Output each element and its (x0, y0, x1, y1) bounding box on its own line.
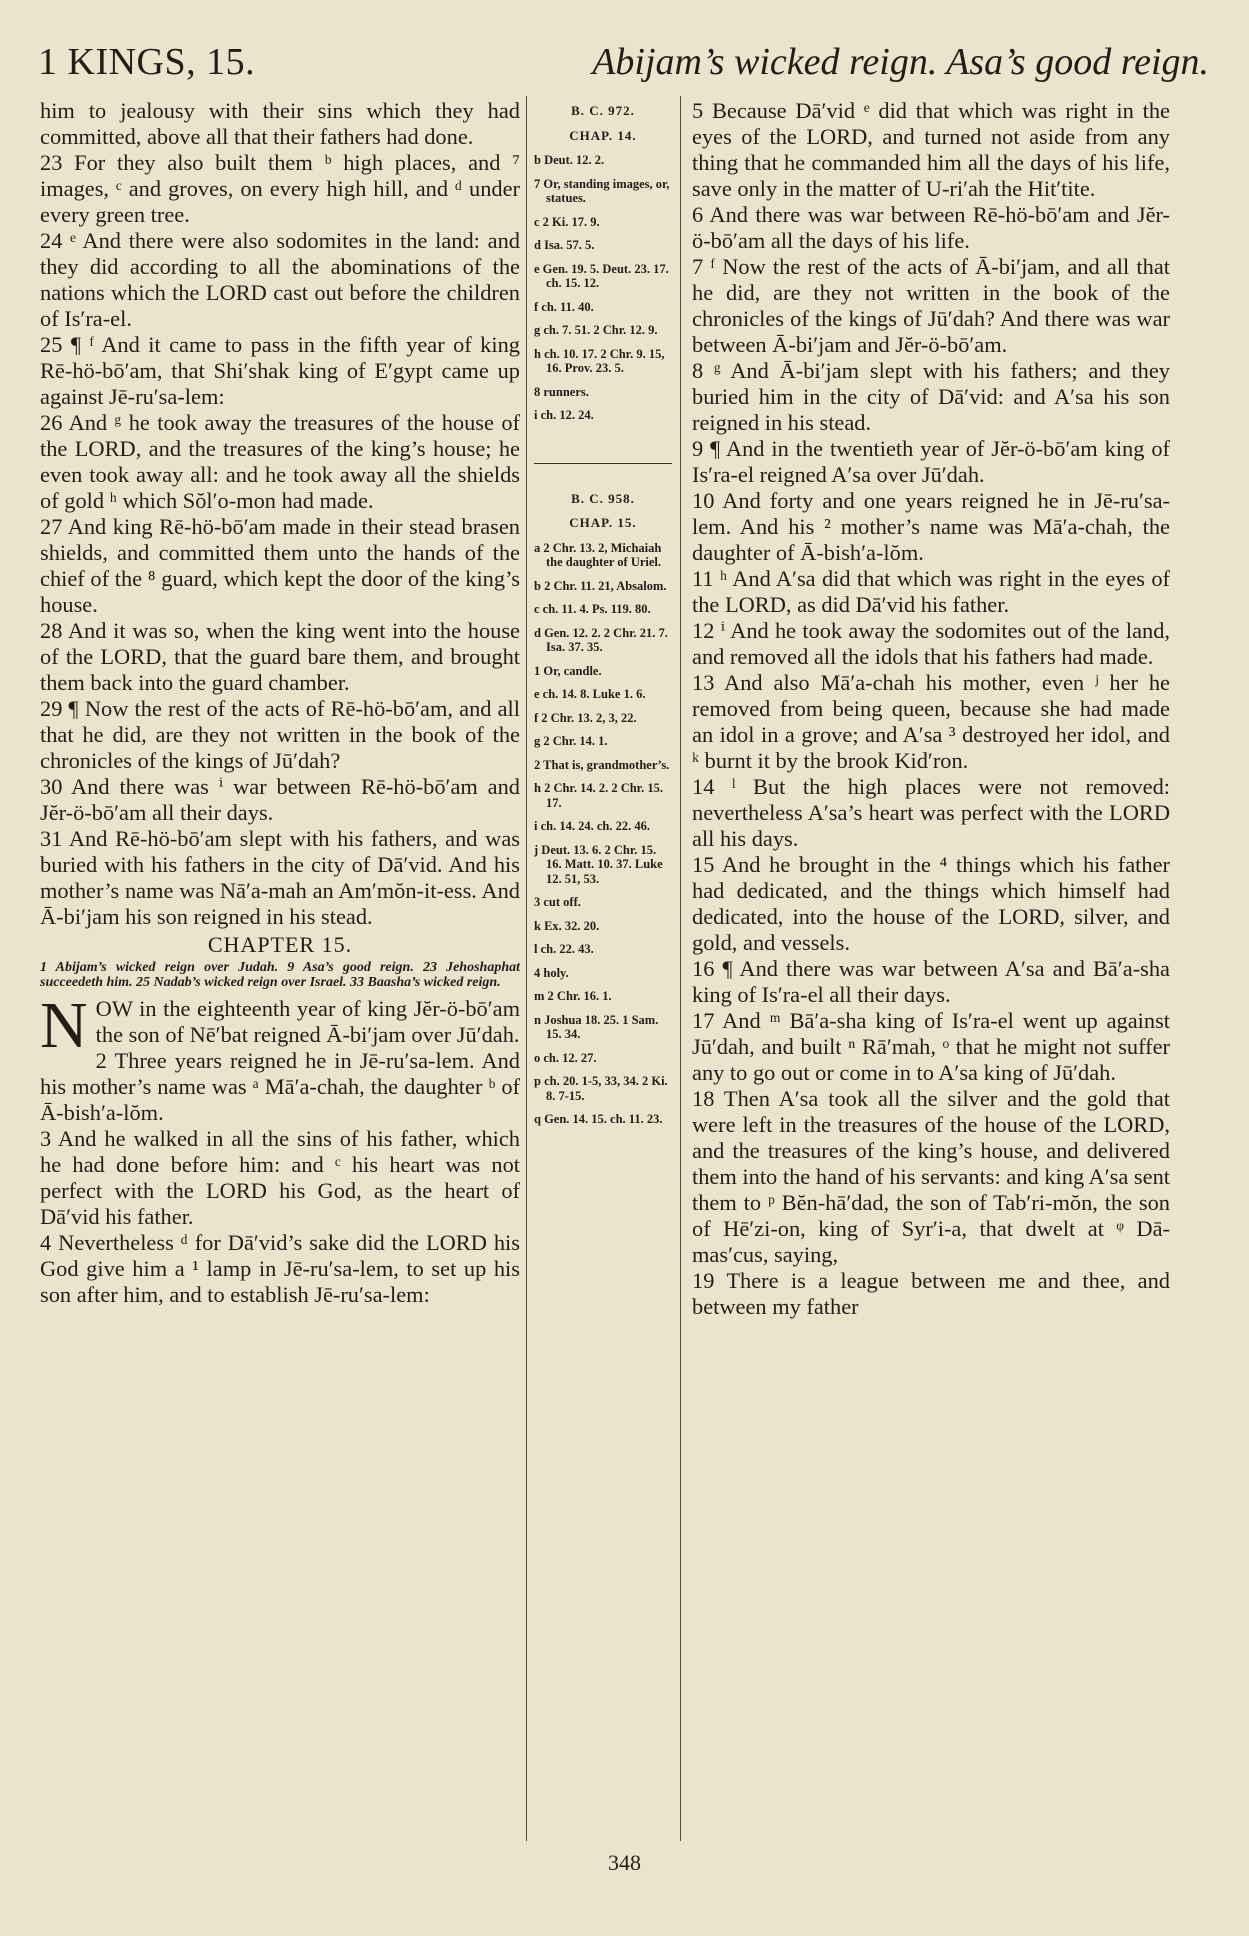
margin-reference: h ch. 10. 17. 2 Chr. 9. 15, 16. Prov. 23. 5. (534, 346, 665, 375)
verse-paragraph: 13 And also Mā′a-chah his mother, even ʲ her he removed from being queen, because she had made an idol in a grove; and A′sa ³ destroyed her idol, and ᵏ burnt it by the brook Kid′ron. (692, 670, 1170, 773)
margin-reference: c ch. 11. 4. Ps. 119. 80. (534, 602, 651, 616)
running-header (38, 34, 1209, 94)
chapter-label: CHAP. 15. (569, 515, 637, 530)
verse-paragraph: 14 ˡ But the high places were not removed: nevertheless A′sa’s heart was perfect with the LORD all his days. (692, 774, 1170, 851)
margin-reference: g 2 Chr. 14. 1. (534, 734, 608, 748)
verse-paragraph: 19 There is a league between me and thee, and between my father (692, 1268, 1170, 1319)
margin-reference: 3 cut off. (534, 895, 581, 909)
verse-paragraph: 10 And forty and one years reigned he in Jē-ru′sa-lem. And his ² mother’s name was Mā′a-chah, the daughter of Ā-bish′a-lŏm. (692, 488, 1170, 565)
verse-paragraph: 4 Nevertheless ᵈ for Dā′vid’s sake did the LORD his God give him a ¹ lamp in Jē-ru′sa-lem, to set up his son after him, and to establish Jē-ru′sa-lem: (40, 1230, 520, 1307)
column-rule-left (526, 96, 527, 1841)
date-label: B. C. 958. (571, 490, 635, 506)
margin-reference: o ch. 12. 27. (534, 1050, 597, 1065)
margin-reference: i ch. 14. 24. ch. 22. 46. (534, 819, 650, 833)
right-text-column (692, 98, 1170, 1838)
margin-reference: b 2 Chr. 11. 21, Absalom. (534, 578, 667, 593)
verse-paragraph: 24 ᵉ And there were also sodomites in the land: and they did according to all the abominations of the nations which the LORD cast out before the children of Is′ra-el. (40, 228, 520, 331)
margin-references-column (534, 98, 672, 1848)
margin-reference: 1 Or, candle. (534, 663, 602, 678)
margin-reference: 7 Or, standing images, or, statues. (534, 176, 670, 205)
margin-reference: q Gen. 14. 15. ch. 11. 23. (534, 1112, 663, 1126)
margin-reference: d Isa. 57. 5. (534, 238, 595, 252)
margin-reference: e ch. 14. 8. Luke 1. 6. (534, 687, 646, 701)
verse-paragraph: 27 And king Rē-hö-bō′am made in their stead brasen shields, and committed them unto the hands of the chief of the ⁸ guard, which kept the door of the king’s house. (40, 514, 520, 617)
date-label: B. C. 972. (571, 103, 635, 118)
margin-reference: c 2 Ki. 17. 9. (534, 214, 600, 229)
margin-reference: b Deut. 12. 2. (534, 153, 605, 167)
margin-reference: 4 holy. (534, 965, 569, 980)
verse-paragraph: 16 ¶ And there was war between A′sa and Bā′a-sha king of Is′ra-el all their days. (692, 956, 1170, 1007)
chapter-heading: CHAPTER 15. (207, 932, 353, 957)
first-verse-text: OW in the eighteenth year of king Jĕr-ö-bō′am the son of Nē′bat reigned Ā-bi′jam over Jū′dah. (95, 996, 520, 1047)
book-chapter-title: 1 KINGS, 15. (38, 41, 256, 83)
verse-paragraph: 31 And Rē-hö-bō′am slept with his fathers, and was buried with his fathers in the city of Dā′vid. And his mother’s name was Nā′a-mah an Am′mŏn-it-ess. And Ā-bi′jam his son reigned in his stead. (40, 826, 520, 929)
verse-paragraph: him to jealousy with their sins which they had committed, above all that their fathers had done. (40, 98, 520, 149)
verse-paragraph: 6 And there was war between Rē-hö-bō′am and Jĕr-ö-bō′am all the days of his life. (692, 202, 1170, 253)
drop-cap-letter: N (40, 989, 88, 1062)
verse-paragraph: 3 And he walked in all the sins of his father, which he had done before him: and ᶜ his heart was not perfect with the LORD his God, as the heart of Dā′vid his father. (40, 1126, 520, 1229)
verse-paragraph: 11 ʰ And A′sa did that which was right in the eyes of the LORD, as did Dā′vid his father. (692, 566, 1170, 617)
left-text-column (40, 98, 520, 1838)
first-verse (40, 989, 520, 1062)
margin-reference: l ch. 22. 43. (534, 942, 594, 956)
chapter-label: CHAP. 14. (569, 127, 637, 143)
margin-reference: k Ex. 32. 20. (534, 918, 600, 933)
margin-reference: h 2 Chr. 14. 2. 2 Chr. 15. 17. (534, 781, 663, 810)
verse-paragraph: 7 ᶠ Now the rest of the acts of Ā-bi′jam, and all that he did, are they not written in the book of the chronicles of the kings of Jū′dah? And there was war between Ā-bi′jam and Jĕr-ö-bō′am. (692, 254, 1170, 357)
margin-reference: i ch. 12. 24. (534, 408, 594, 422)
verse-paragraph: 15 And he brought in the ⁴ things which his father had dedicated, and the things which himself had dedicated, into the house of the LORD, silver, and gold, and vessels. (692, 852, 1170, 955)
margin-reference: a 2 Chr. 13. 2, Michaiah the daughter of Uriel. (534, 540, 662, 569)
verse-paragraph: 5 Because Dā′vid ᵉ did that which was right in the eyes of the LORD, and turned not aside from any thing that he commanded him all the days of his life, save only in the matter of U-ri′ah the Hit′tite. (692, 98, 1170, 201)
verse-paragraph: 26 And ᵍ he took away the treasures of the house of the LORD, and the treasures of the king’s house; he even took away all: and he took away all the shields of gold ʰ which Sŏl′o-mon had made. (40, 410, 520, 513)
verse-paragraph: 29 ¶ Now the rest of the acts of Rē-hö-bō′am, and all that he did, are they not written in the book of the chronicles of the kings of Jū′dah? (40, 696, 520, 773)
verse-paragraph: 28 And it was so, when the king went into the house of the LORD, that the guard bare them, and brought them back into the guard chamber. (40, 618, 520, 695)
margin-reference: d Gen. 12. 2. 2 Chr. 21. 7. Isa. 37. 35. (534, 625, 668, 654)
margin-reference: m 2 Chr. 16. 1. (534, 989, 612, 1003)
column-rule-right (680, 96, 681, 1841)
page-topic-title: Abijam’s wicked reign. Asa’s good reign. (592, 41, 1209, 83)
verse-paragraph: 30 And there was ⁱ war between Rē-hö-bō′am and Jĕr-ö-bō′am all their days. (40, 774, 520, 825)
verse-paragraph: 23 For they also built them ᵇ high places, and ⁷ images, ᶜ and groves, on every high hill, and ᵈ under every green tree. (40, 150, 520, 227)
margin-reference: f 2 Chr. 13. 2, 3, 22. (534, 710, 637, 725)
chapter-summary: 1 Abijam’s wicked reign over Judah. 9 Asa’s good reign. 23 Jehoshaphat succeedeth him. 25 Nadab’s wicked reign over Israel. 33 Baasha’s wicked reign. (40, 960, 520, 990)
margin-reference: 2 That is, grandmother’s. (534, 757, 670, 772)
margin-reference: j Deut. 13. 6. 2 Chr. 15. 16. Matt. 10. 37. Luke 12. 51, 53. (534, 842, 663, 886)
verse-paragraph: 17 And ᵐ Bā′a-sha king of Is′ra-el went up against Jū′dah, and built ⁿ Rā′mah, ᵒ that he might not suffer any to go out or come in to A′sa king of Jū′dah. (692, 1008, 1170, 1085)
verse-paragraph: 12 ⁱ And he took away the sodomites out of the land, and removed all the idols that his fathers had made. (692, 618, 1170, 669)
margin-reference: p ch. 20. 1-5, 33, 34. 2 Ki. 8. 7-15. (534, 1074, 668, 1103)
verse-paragraph: 8 ᵍ And Ā-bi′jam slept with his fathers; and they buried him in the city of Dā′vid: and A′sa his son reigned in his stead. (692, 358, 1170, 435)
margin-reference: f ch. 11. 40. (534, 299, 594, 314)
verse-paragraph: 18 Then A′sa took all the silver and the gold that were left in the treasures of the house of the LORD, and the treasures of the king’s house, and delivered them into the hand of his servants: and king A′sa sent them to ᵖ Bĕn-hā′dad, the son of Tab′ri-mŏn, the son of Hē′zi-on, king of Syr′i-a, that dwelt at ᵠ Dā-mas′cus, saying, (692, 1086, 1170, 1267)
margin-reference: 8 runners. (534, 384, 589, 399)
margin-reference: n Joshua 18. 25. 1 Sam. 15. 34. (534, 1012, 659, 1041)
verse-paragraph: 2 Three years reigned he in Jē-ru′sa-lem. And his mother’s name was ᵃ Mā′a-chah, the daughter ᵇ of Ā-bish′a-lŏm. (40, 1048, 520, 1125)
verse-paragraph: 25 ¶ ᶠ And it came to pass in the fifth year of king Rē-hö-bō′am, that Shi′shak king of E′gypt came up against Jē-ru′sa-lem: (40, 332, 520, 409)
margin-reference: e Gen. 19. 5. Deut. 23. 17. ch. 15. 12. (534, 261, 669, 290)
page-number: 348 (608, 1850, 641, 1875)
margin-divider (534, 463, 672, 464)
margin-reference: g ch. 7. 51. 2 Chr. 12. 9. (534, 323, 658, 337)
verse-paragraph: 9 ¶ And in the twentieth year of Jĕr-ö-bō′am king of Is′ra-el reigned A′sa over Jū′dah. (692, 436, 1170, 487)
